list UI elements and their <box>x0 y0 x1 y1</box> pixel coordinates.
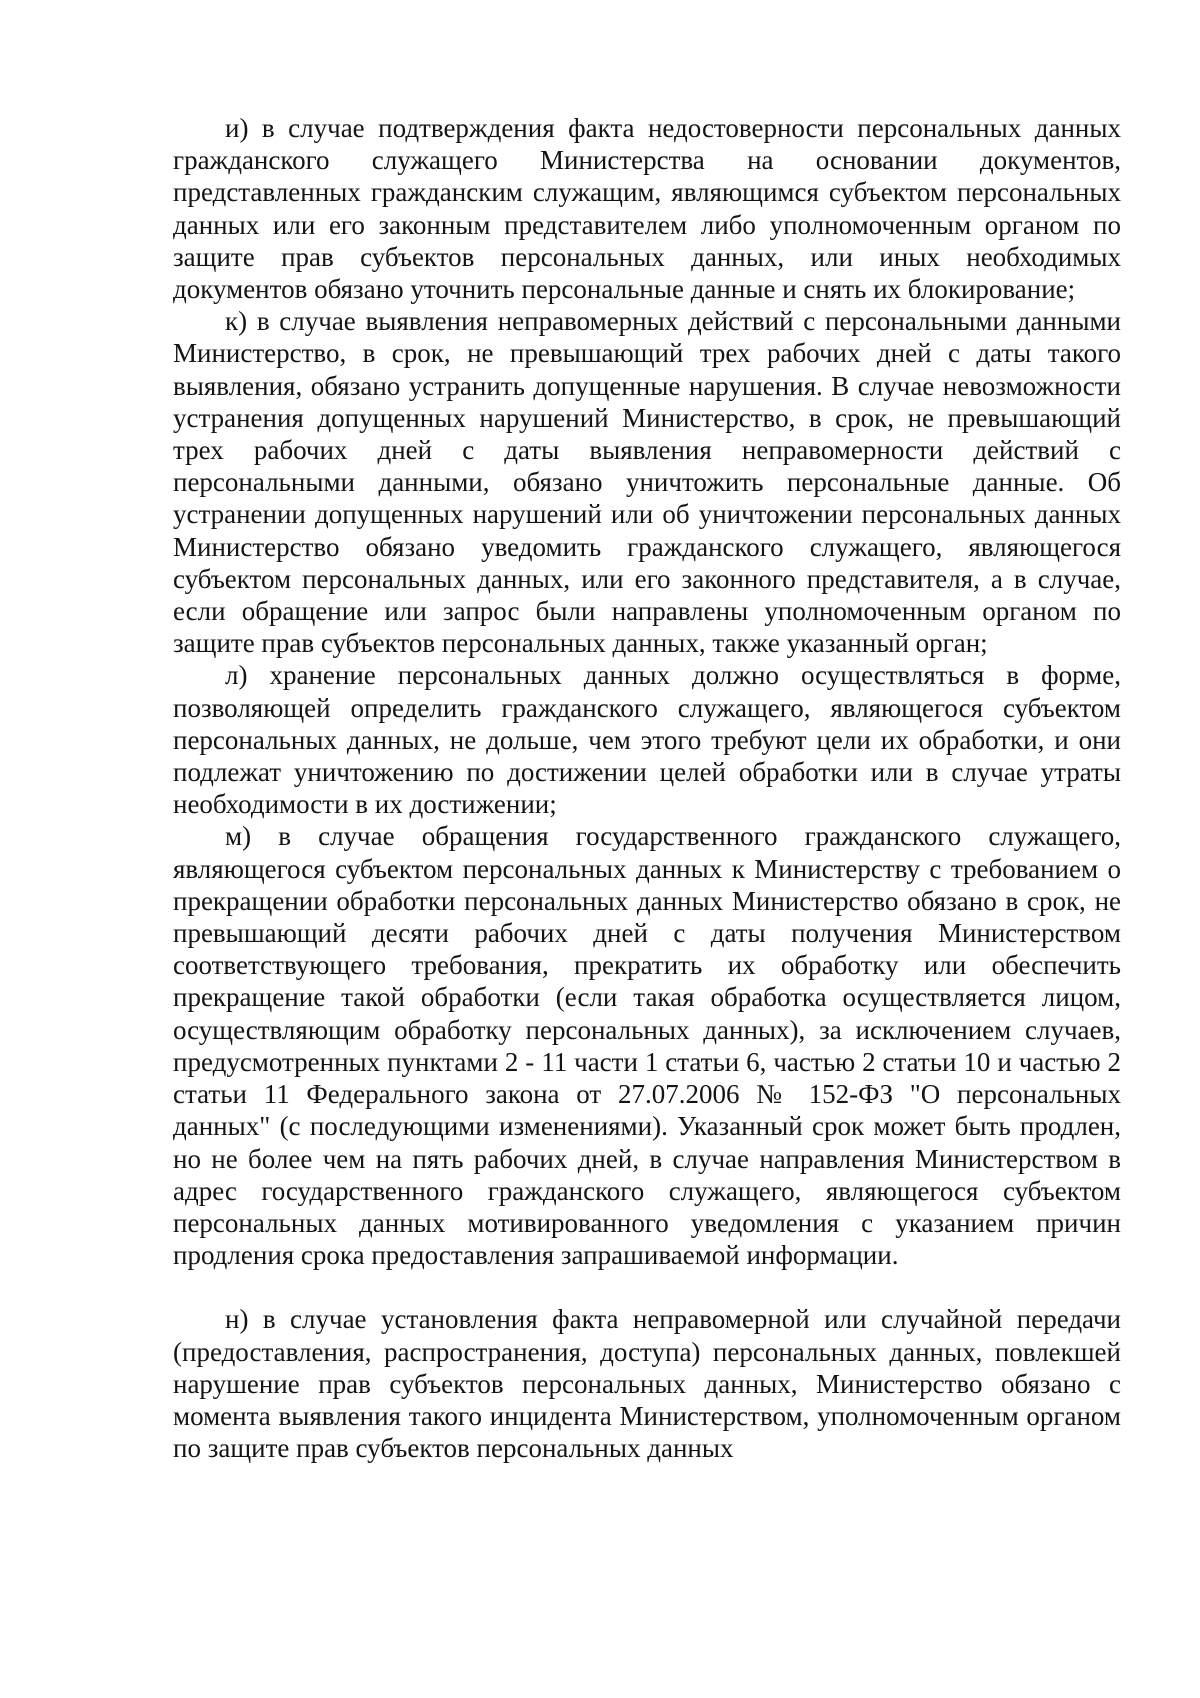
paragraph-i: и) в случае подтверждения факта недостоверности персональных данных гражданского служащего Министерства на основании документов, представленных гражданским служащим, являющимся субъектом персональных данных или его законным представителем либо уполномоченным органом по защите прав субъектов персональных данных, или иных необходимых документов обязано уточнить персональные данные и снять их блокирование; <box>173 113 1121 305</box>
paragraph-l: л) хранение персональных данных должно осуществляться в форме, позволяющей определить гражданского служащего, являющегося субъектом персональных данных, не дольше, чем этого требуют цели их обработки, и они подлежат уничтожению по достижении целей обработки или в случае утраты необходимости в их достижении; <box>173 660 1121 820</box>
paragraph-m: м) в случае обращения государственного гражданского служащего, являющегося субъектом персональных данных к Министерству с требованием о прекращении обработки персональных данных Министерство обязано в срок, не превышающий десяти рабочих дней с даты получения Министерством соответствующего требования, прекратить их обработку или обеспечить прекращение такой обработки (если такая обработка осуществляется лицом, осуществляющим обработку персональных данных), за исключением случаев, предусмотренных пунктами 2 - 11 части 1 статьи 6, частью 2 статьи 10 и частью 2 статьи 11 Федерального закона от 27.07.2006 № 152-ФЗ "О персональных данных" (с последующими изменениями). Указанный срок может быть продлен, но не более чем на пять рабочих дней, в случае направления Министерством в адрес государственного гражданского служащего, являющегося субъектом персональных данных мотивированного уведомления с указанием причин продления срока предоставления запрашиваемой информации. <box>173 821 1121 1271</box>
paragraph-gap <box>173 1271 1121 1303</box>
document-page <box>173 112 1121 1464</box>
paragraph-k: к) в случае выявления неправомерных действий с персональными данными Министерство, в срок, не превышающий трех рабочих дней с даты такого выявления, обязано устранить допущенные нарушения. В случае невозможности устранения допущенных нарушений Министерство, в срок, не превышающий трех рабочих дней с даты выявления неправомерности действий с персональными данными, обязано уничтожить персональные данные. Об устранении допущенных нарушений или об уничтожении персональных данных Министерство обязано уведомить гражданского служащего, являющегося субъектом персональных данных, или его законного представителя, а в случае, если обращение или запрос были направлены уполномоченным органом по защите прав субъектов персональных данных, также указанный орган; <box>173 306 1121 659</box>
paragraph-n: н) в случае установления факта неправомерной или случайной передачи (предоставления, распространения, доступа) персональных данных, повлекшей нарушение прав субъектов персональных данных, Министерство обязано с момента выявления такого инцидента Министерством, уполномоченным органом по защите прав субъектов персональных данных <box>173 1304 1121 1464</box>
